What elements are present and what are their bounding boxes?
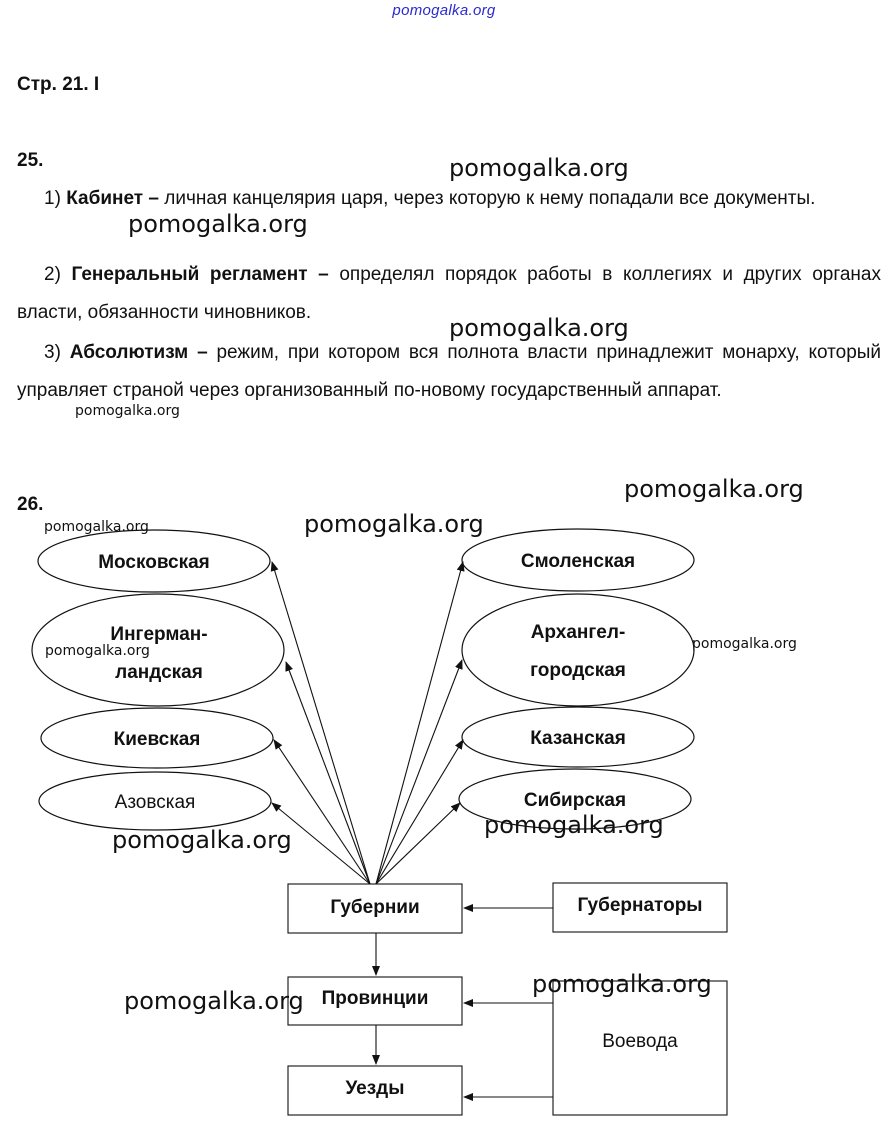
answer-item-number: 1) (44, 188, 61, 209)
ellipse-label: Смоленская (520, 551, 636, 572)
watermark: pomogalka.org (484, 811, 664, 839)
watermark: pomogalka.org (45, 643, 150, 659)
answer-item-term: Абсолютизм (69, 342, 189, 363)
arrow-to-kievskaya (274, 740, 370, 884)
box-label: Губернии (330, 897, 420, 918)
answer-item-dash: – (148, 188, 159, 209)
watermark: pomogalka.org (449, 154, 629, 182)
ellipse-label: Ингерман- (110, 624, 208, 645)
watermark: pomogalka.org (532, 970, 712, 998)
arrow-to-arkhangelgorodskaya (376, 660, 462, 884)
answer-item-term: Кабинет (66, 188, 144, 209)
watermark: pomogalka.org (128, 210, 308, 238)
ellipse-label: Сибирская (523, 790, 627, 811)
answer-item-number: 3) (44, 342, 61, 363)
watermark: pomogalka.org (44, 519, 149, 535)
ellipse-smolenskaya (462, 529, 694, 591)
watermark: pomogalka.org (449, 314, 629, 342)
ellipse-label: Казанская (530, 728, 626, 749)
box-gubernii (288, 884, 462, 933)
answer-item-term: Генеральный регламент (71, 264, 308, 285)
box-uezdy (288, 1066, 462, 1115)
box-provincii (288, 977, 462, 1025)
box-label: Уезды (345, 1078, 405, 1099)
watermark: pomogalka.org (304, 510, 484, 538)
answer-item-text: определял порядок работы в коллегиях и других органах власти, обязанности чиновников. (17, 264, 881, 323)
box-voevoda (553, 981, 727, 1115)
box-label: Губернаторы (577, 895, 703, 916)
watermark: pomogalka.org (692, 636, 797, 652)
section-26-number: 26. (17, 494, 44, 515)
ellipse-kazanskaya (462, 707, 694, 767)
ellipse-label: Архангел- (530, 622, 626, 643)
ellipse-label: Московская (98, 552, 210, 573)
answer-item-text: режим, при котором вся полнота власти принадлежит монарху, который управляет страной через организованный по-новому государственный аппарат. (17, 342, 882, 401)
box-label: Провинции (321, 988, 429, 1009)
ellipse-kievskaya (41, 708, 273, 768)
ellipse-label: городская (530, 660, 626, 681)
answer-item-dash: – (197, 342, 208, 363)
ellipse-label: Азовская (114, 792, 196, 813)
answer-item-dash: – (318, 264, 329, 285)
ellipse-azovskaya (39, 772, 271, 830)
ellipse-arkhangelgorodskaya (462, 594, 694, 706)
ellipse-label: Киевская (113, 729, 201, 750)
ellipse-moskovskaya (38, 530, 270, 592)
watermark: pomogalka.org (112, 826, 292, 854)
watermark: pomogalka.org (624, 475, 804, 503)
page-title: Стр. 21. I (17, 74, 100, 95)
watermark: pomogalka.org (75, 403, 180, 419)
watermark: pomogalka.org (124, 987, 304, 1015)
arrow-to-smolenskaya (376, 562, 463, 884)
site-header[interactable]: pomogalka.org (392, 2, 496, 19)
answer-item-text: личная канцелярия царя, через которую к нему попадали все документы. (164, 188, 816, 209)
box-label: Воевода (602, 1031, 678, 1052)
answer-item-number: 2) (44, 264, 61, 285)
province-arrows (272, 562, 463, 884)
arrow-to-ingermanlandskaya (286, 662, 370, 884)
ellipse-label: ландская (115, 662, 203, 683)
section-25-number: 25. (17, 150, 44, 171)
box-gubernatory (553, 883, 727, 932)
